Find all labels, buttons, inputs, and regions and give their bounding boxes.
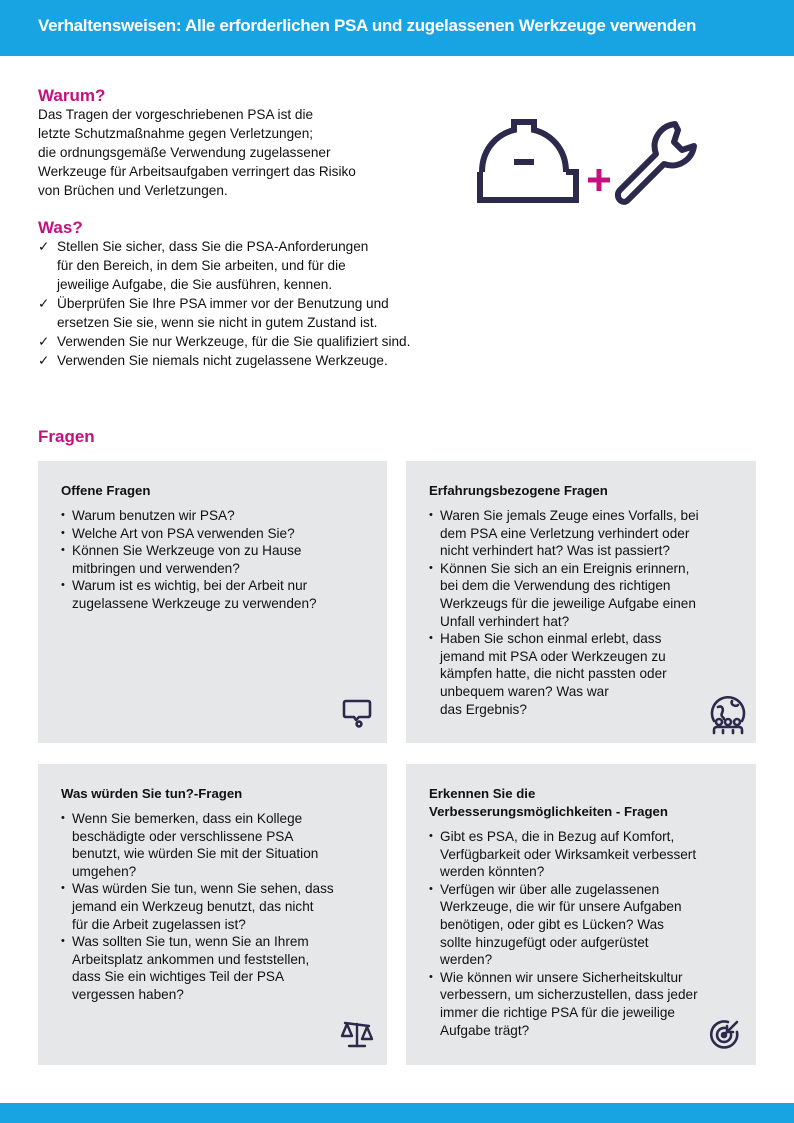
question-item: • Waren Sie jemals Zeuge eines Vorfalls, bei dem PSA eine Verletzung verhindert oder nicht verhindert hat? Was ist passiert? [429, 507, 749, 560]
card-title: Erfahrungsbezogene Fragen [429, 483, 608, 498]
why-paragraph [38, 105, 418, 200]
question-item: • Warum benutzen wir PSA? [61, 507, 381, 525]
question-item: • Was sollten Sie tun, wenn Sie an Ihrem Arbeitsplatz ankommen und feststellen, dass Sie ein wichtiges Teil der PSA vergessen haben? [61, 933, 381, 1003]
footer-bar [0, 1103, 794, 1123]
plus-icon [588, 169, 610, 191]
question-item: • Haben Sie schon einmal erlebt, dass jemand mit PSA oder Werkzeugen zu kämpfen hatte, die nicht passten oder unbequem waren? Was war das Ergebnis? [429, 630, 749, 718]
question-item: • Verfügen wir über alle zugelassenen Werkzeuge, die wir für unsere Aufgaben benötigen, oder gibt es Lücken? Was sollte hinzugefügt oder aufgerüstet werden? [429, 881, 749, 969]
card-open-questions [38, 461, 387, 743]
why-line: Das Tragen der vorgeschriebenen PSA ist die [38, 107, 314, 122]
why-line: Werkzeuge für Arbeitsaufgaben verringert das Risiko [38, 164, 356, 179]
checkmark-icon: ✓ [38, 353, 50, 368]
card-question-list [429, 828, 749, 1039]
question-item: • Können Sie sich an ein Ereignis erinnern, bei dem die Verwendung des richtigen Werkzeugs für die jeweilige Aufgabe einen Unfall verhindert hat? [429, 560, 749, 630]
question-item: • Gibt es PSA, die in Bezug auf Komfort, Verfügbarkeit oder Wirksamkeit verbessert werden könnten? [429, 828, 749, 881]
card-question-list [61, 810, 381, 1004]
checklist-item: ✓ Überprüfen Sie Ihre PSA immer vor der Benutzung und ersetzen Sie sie, wenn sie nicht in gutem Zustand ist. [38, 296, 389, 330]
question-item: • Welche Art von PSA verwenden Sie? [61, 525, 381, 543]
why-line: von Brüchen und Verletzungen. [38, 183, 228, 198]
hard-hat-icon [480, 122, 576, 200]
page-title: Verhaltensweisen: Alle erforderlichen PSA und zugelassenen Werkzeuge verwenden [38, 16, 697, 35]
question-item: • Wenn Sie bemerken, dass ein Kollege beschädigte oder verschlissene PSA benutzt, wie würden Sie mit der Situation umgehen? [61, 810, 381, 880]
question-item: • Können Sie Werkzeuge von zu Hause mitbringen und verwenden? [61, 542, 381, 577]
scales-icon [340, 1017, 374, 1051]
questions-heading: Fragen [38, 427, 95, 446]
checkmark-icon: ✓ [38, 296, 50, 311]
speech-bubble-icon [340, 695, 374, 729]
checklist-item: ✓ Verwenden Sie nur Werkzeuge, für die Sie qualifiziert sind. [38, 334, 411, 349]
card-question-list [61, 507, 381, 613]
what-heading: Was? [38, 218, 83, 237]
question-item: • Wie können wir unsere Sicherheitskultur verbessern, um sicherzustellen, dass jeder immer die richtige PSA für die jeweilige Aufgabe trägt? [429, 969, 749, 1039]
wrench-icon [618, 124, 694, 202]
why-line: letzte Schutzmaßnahme gegen Verletzungen; [38, 126, 314, 141]
card-improvement-questions [406, 764, 756, 1065]
checkmark-icon: ✓ [38, 239, 50, 254]
card-title: Erkennen Sie die Verbesserungsmöglichkeiten - Fragen [429, 786, 668, 819]
question-item: • Was würden Sie tun, wenn Sie sehen, dass jemand ein Werkzeug benutzt, das nicht für die Arbeit zugelassen ist? [61, 880, 381, 933]
card-question-list [429, 507, 749, 718]
why-line: die ordnungsgemäße Verwendung zugelassener [38, 145, 331, 160]
card-what-would-you-do-questions [38, 764, 387, 1065]
question-item: • Warum ist es wichtig, bei der Arbeit nur zugelassene Werkzeuge zu verwenden? [61, 577, 381, 612]
target-arrow-icon [708, 1017, 742, 1051]
checkmark-icon: ✓ [38, 334, 50, 349]
card-title: Offene Fragen [61, 483, 151, 498]
card-title: Was würden Sie tun?-Fragen [61, 786, 243, 801]
header-banner [0, 0, 794, 56]
checklist-item: ✓ Verwenden Sie niemals nicht zugelassene Werkzeuge. [38, 353, 388, 368]
what-checklist [38, 237, 468, 370]
checklist-item: ✓ Stellen Sie sicher, dass Sie die PSA-Anforderungen für den Bereich, in dem Sie arbeiten, und für die jeweilige Aufgabe, die Sie ausführen, kennen. [38, 239, 369, 292]
hero-illustration [470, 110, 730, 220]
globe-people-icon [708, 695, 748, 735]
why-heading: Warum? [38, 86, 106, 105]
card-experience-questions [406, 461, 756, 743]
